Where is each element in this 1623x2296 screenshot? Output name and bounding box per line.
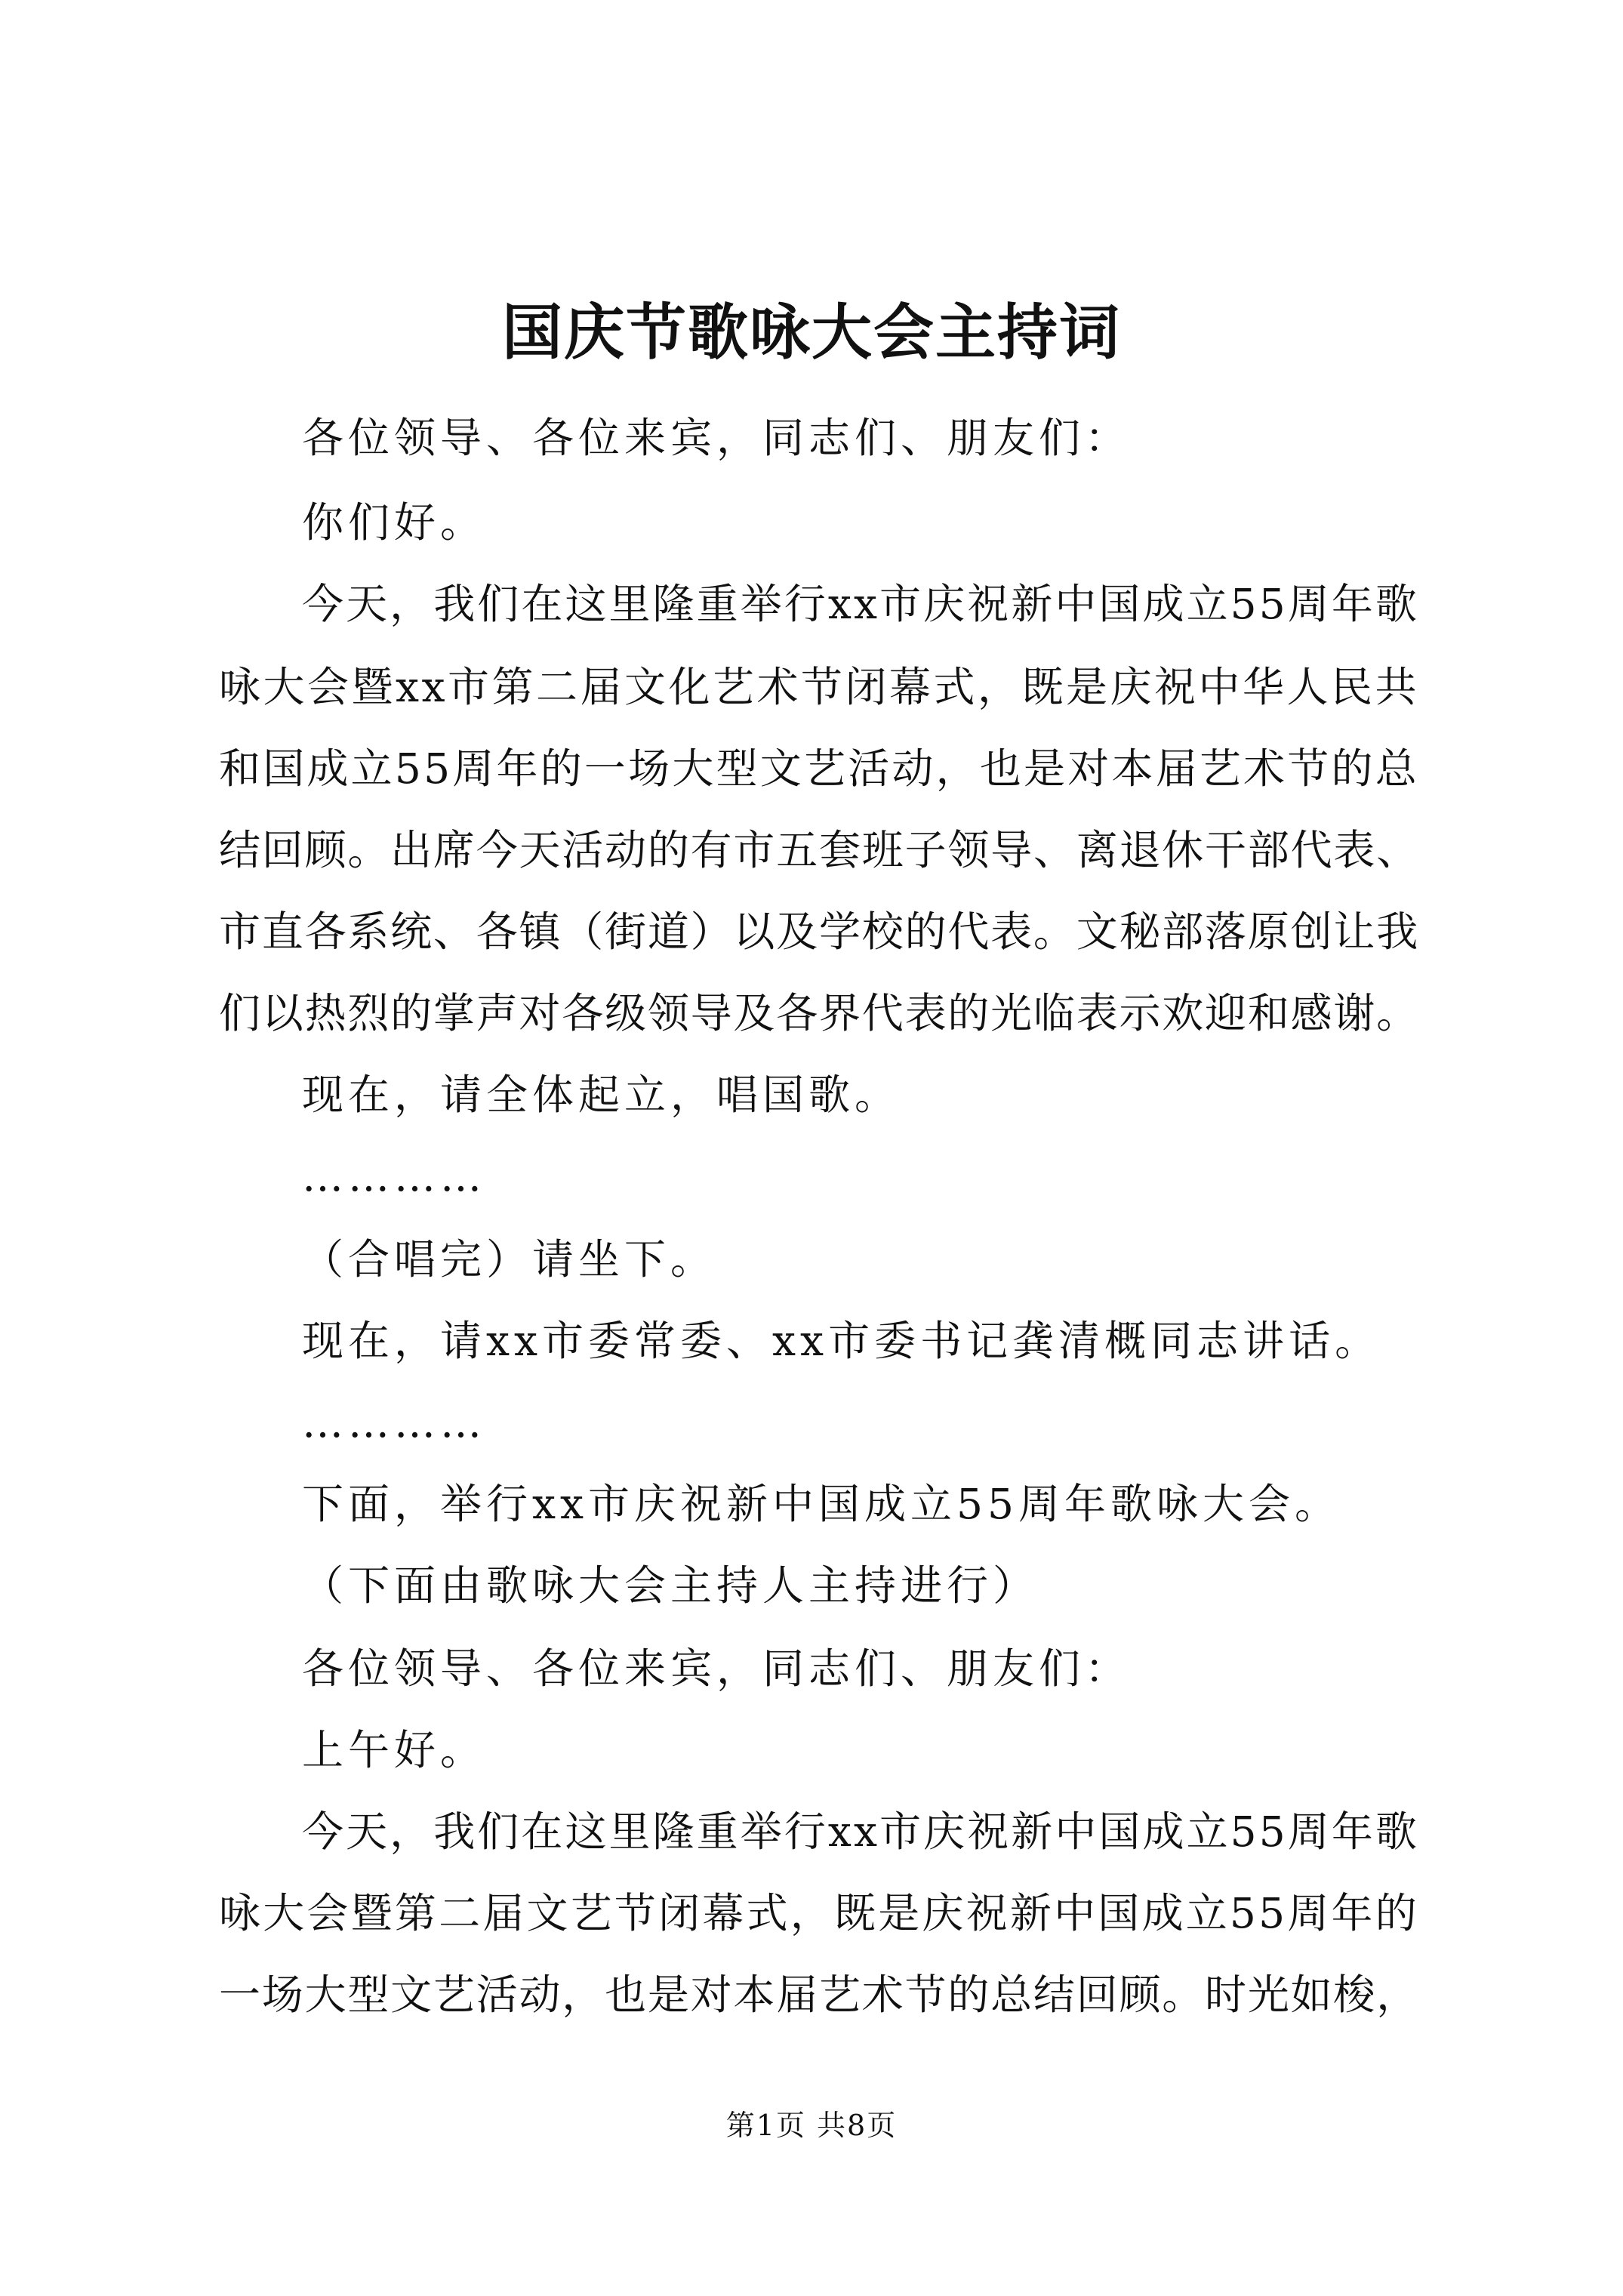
line-text: 和国成立55周年的一场大型文艺活动，也是对本届艺术节的总 <box>219 744 1419 793</box>
line-text: 们以热烈的掌声对各级领导及各界代表的光临表示欢迎和感谢。 <box>219 989 1419 1037</box>
page-footer: 第1页 共8页 <box>725 2109 898 2142</box>
ellipsis-line: ………… <box>302 1152 486 1200</box>
line-text: 现在，请xx市委常委、xx市委书记龚清概同志讲话。 <box>302 1317 1381 1365</box>
text-line <box>0 1381 1623 1464</box>
text-line <box>0 1299 1623 1382</box>
text-line <box>0 972 1623 1055</box>
text-line <box>0 1218 1623 1301</box>
line-text: 今天，我们在这里隆重举行xx市庆祝新中国成立55周年歌 <box>302 580 1419 628</box>
ellipsis-line: ………… <box>302 1398 486 1447</box>
text-line <box>0 646 1623 729</box>
line-text: 下面，举行xx市庆祝新中国成立55周年歌咏大会。 <box>302 1480 1341 1528</box>
text-line <box>0 727 1623 810</box>
line-text: 咏大会暨第二届文艺节闭幕式，既是庆祝新中国成立55周年的 <box>219 1889 1419 1937</box>
text-line <box>0 1462 1623 1546</box>
line-text: 咏大会暨xx市第二届文化艺术节闭幕式，既是庆祝中华人民共 <box>219 663 1419 711</box>
text-line <box>0 809 1623 892</box>
line-text: 今天，我们在这里隆重举行xx市庆祝新中国成立55周年歌 <box>302 1808 1419 1856</box>
line-text: （合唱完）请坐下。 <box>302 1235 717 1284</box>
line-text: 上午好。 <box>302 1726 487 1774</box>
text-line <box>0 1872 1623 1955</box>
text-line <box>0 890 1623 973</box>
text-line <box>0 1053 1623 1136</box>
text-line <box>0 1135 1623 1218</box>
line-text: 一场大型文艺活动，也是对本届艺术节的总结回顾。时光如梭， <box>219 1971 1419 2019</box>
line-text: 市直各系统、各镇（街道）以及学校的代表。文秘部落原创让我 <box>219 908 1419 956</box>
text-line <box>0 1790 1623 1873</box>
line-text: 各位领导、各位来宾，同志们、朋友们： <box>302 1644 1132 1693</box>
line-text: 结回顾。出席今天活动的有市五套班子领导、离退休干部代表、 <box>219 826 1419 874</box>
line-text: 各位领导、各位来宾，同志们、朋友们： <box>302 414 1132 462</box>
line-text: （下面由歌咏大会主持人主持进行） <box>302 1561 1039 1610</box>
line-text: 现在，请全体起立，唱国歌。 <box>302 1071 901 1119</box>
text-line <box>0 1627 1623 1710</box>
text-line <box>0 562 1623 646</box>
text-line <box>0 396 1623 479</box>
text-line <box>0 1709 1623 1792</box>
text-line <box>0 481 1623 564</box>
line-text: 你们好。 <box>302 498 487 547</box>
text-line <box>0 1953 1623 2036</box>
text-line <box>0 1544 1623 1627</box>
document-title: 国庆节歌咏大会主持词 <box>502 297 1121 368</box>
